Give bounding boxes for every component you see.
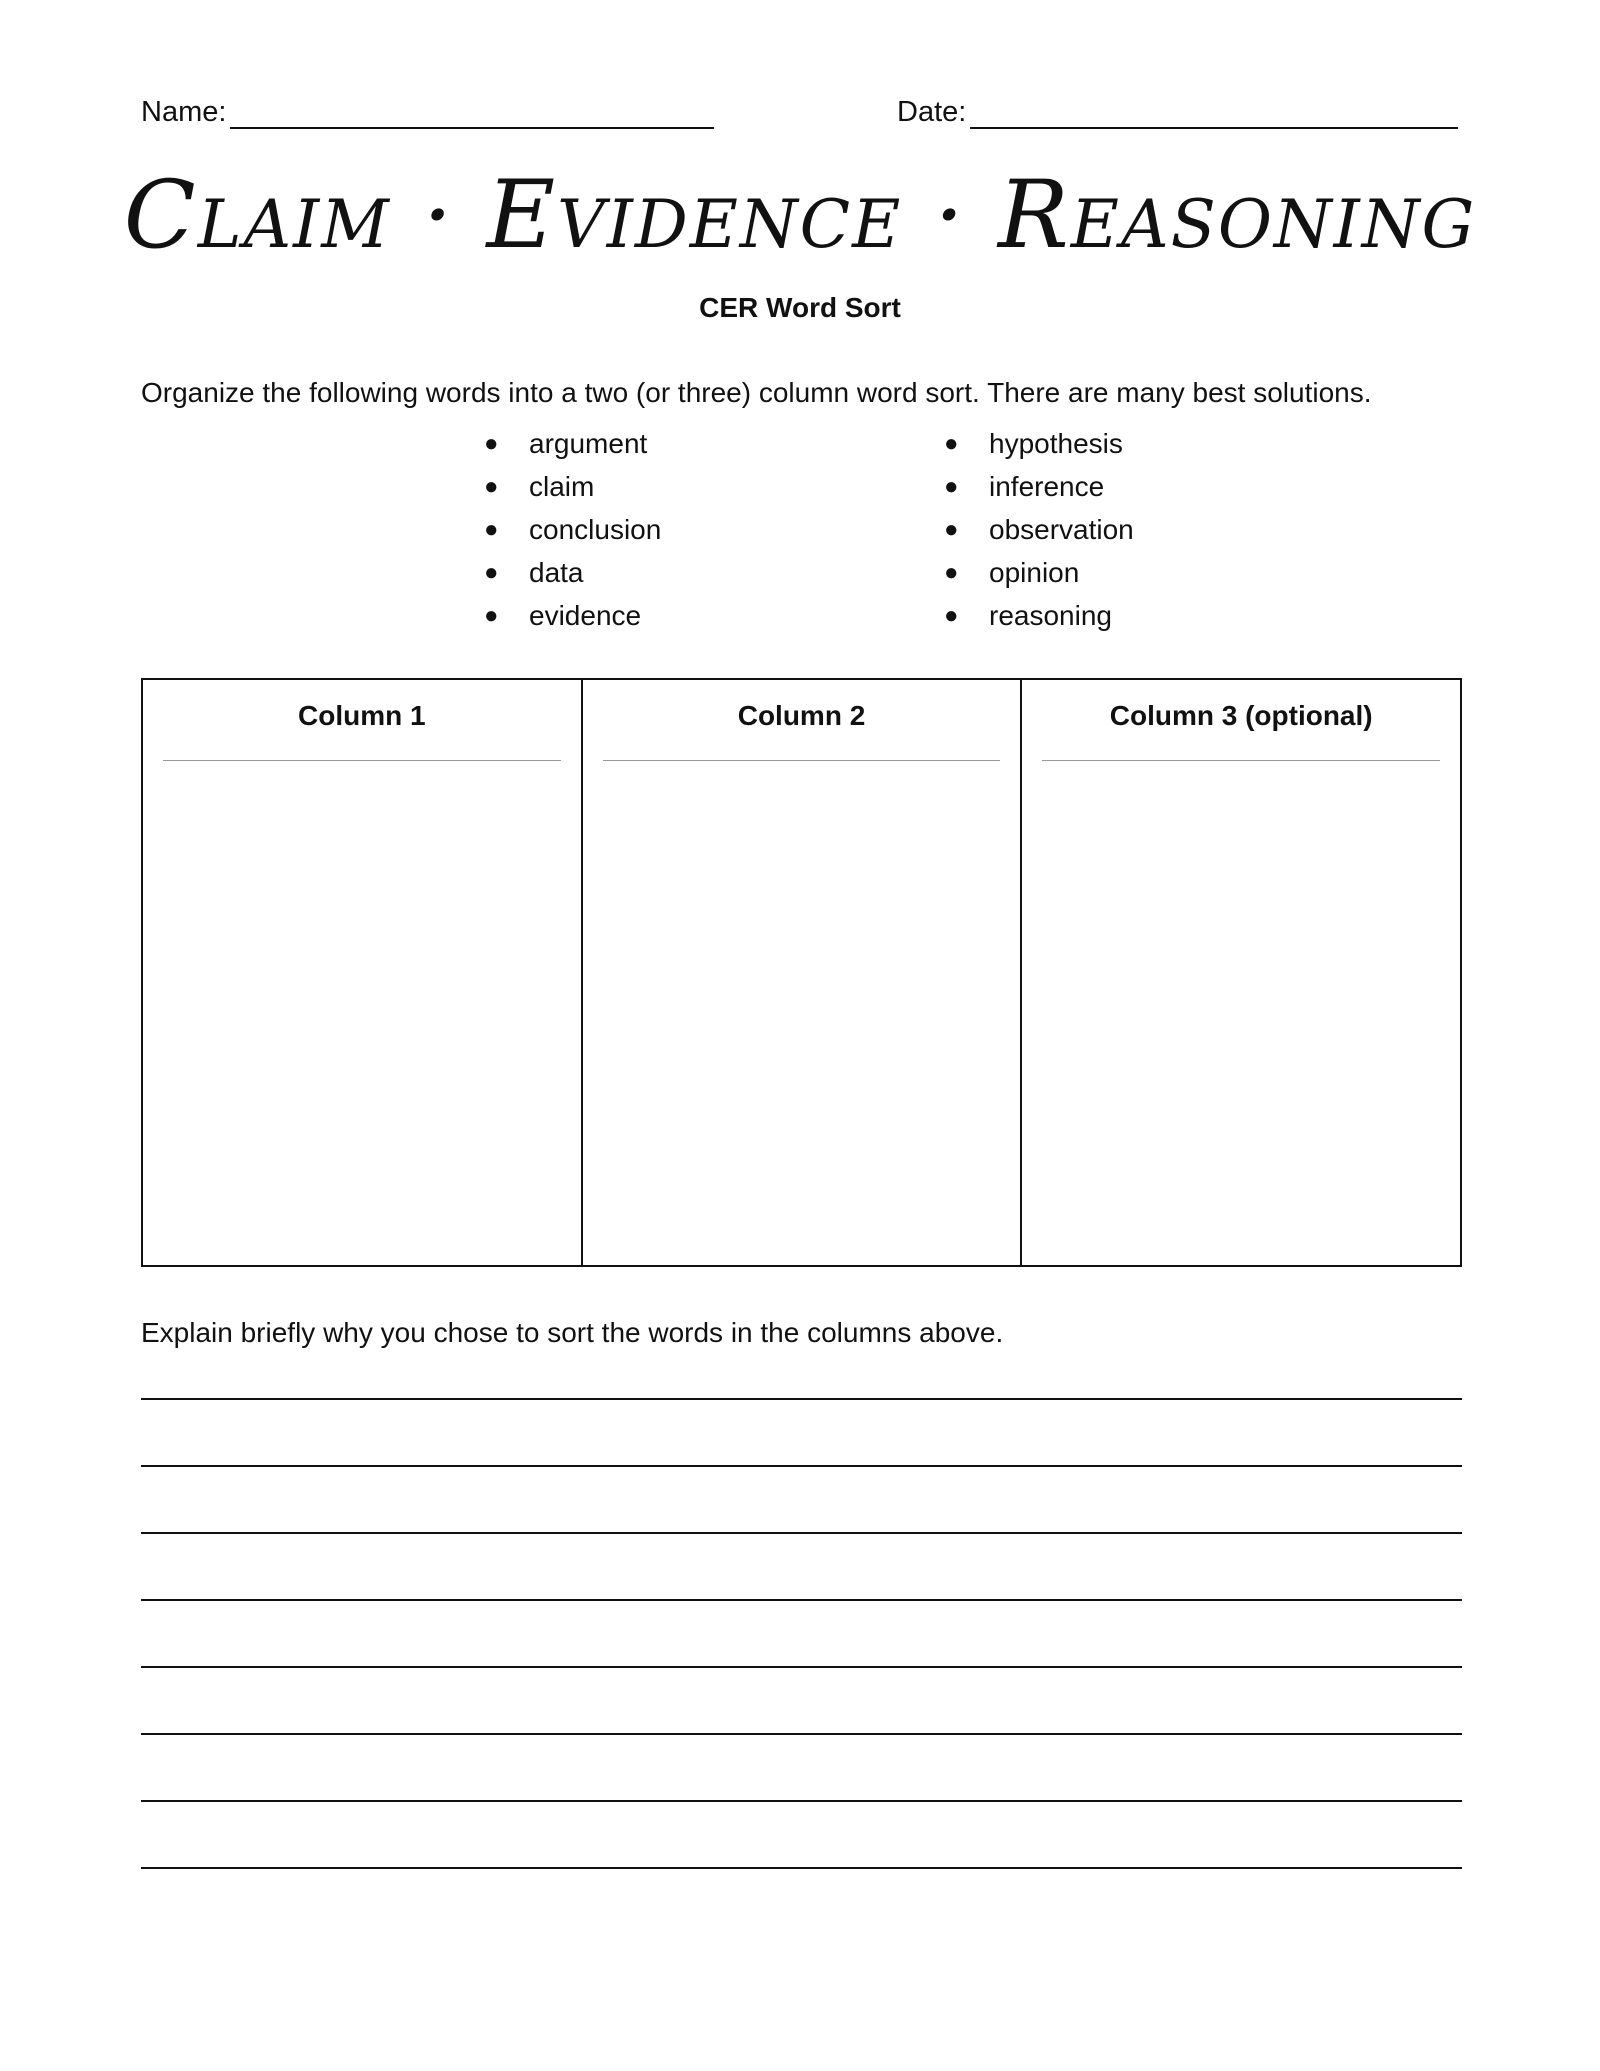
bullet-icon: ● (484, 430, 499, 457)
worksheet-title: Claim · Evidence · Reasoning (123, 161, 1477, 270)
name-field (141, 96, 714, 129)
bullet-icon: ● (944, 602, 959, 629)
list-item (944, 551, 1134, 594)
list-item (484, 594, 661, 637)
word-list-left (484, 422, 661, 637)
bullet-icon: ● (944, 516, 959, 543)
writing-line[interactable] (141, 1733, 1462, 1800)
sort-column-1[interactable] (143, 680, 583, 1265)
list-item (944, 422, 1134, 465)
date-blank-line[interactable] (970, 97, 1458, 129)
column-header: Column 1 (298, 700, 426, 731)
word: data (529, 557, 584, 588)
bullet-icon: ● (484, 516, 499, 543)
column-divider (1042, 760, 1440, 761)
worksheet-subtitle: CER Word Sort (699, 292, 901, 323)
writing-line[interactable] (141, 1532, 1462, 1599)
list-item (484, 422, 661, 465)
writing-line[interactable] (141, 1666, 1462, 1733)
column-header: Column 2 (737, 700, 866, 731)
word: inference (989, 471, 1105, 502)
instructions: Organize the following words into a two (or three) column word sort. There are many best solutions. (141, 377, 1372, 408)
bullet-icon: ● (484, 473, 499, 500)
column-divider (163, 760, 561, 761)
column-divider (603, 760, 1001, 761)
explain-prompt: Explain briefly why you chose to sort the words in the columns above. (141, 1317, 1004, 1348)
bullet-icon: ● (484, 602, 499, 629)
list-item (484, 551, 661, 594)
list-item (944, 594, 1134, 637)
date-field (897, 96, 1458, 129)
list-item (944, 465, 1134, 508)
bullet-icon: ● (944, 430, 959, 457)
word: evidence (529, 600, 642, 631)
word: hypothesis (989, 428, 1123, 459)
writing-line[interactable] (141, 1867, 1462, 1934)
column-header: Column 3 (optional) (1109, 700, 1373, 731)
word-sort-table (141, 678, 1462, 1267)
word: opinion (989, 557, 1080, 588)
writing-line[interactable] (141, 1465, 1462, 1532)
word-list-right (944, 422, 1134, 637)
word: conclusion (529, 514, 662, 545)
word: observation (989, 514, 1134, 545)
name-blank-line[interactable] (230, 97, 714, 129)
writing-lines (141, 1398, 1462, 1934)
writing-line[interactable] (141, 1599, 1462, 1666)
bullet-icon: ● (944, 559, 959, 586)
list-item (944, 508, 1134, 551)
writing-line[interactable] (141, 1800, 1462, 1867)
list-item (484, 465, 661, 508)
writing-line[interactable] (141, 1398, 1462, 1465)
list-item (484, 508, 661, 551)
word: claim (529, 471, 595, 502)
name-label: Name: (141, 96, 227, 128)
bullet-icon: ● (484, 559, 499, 586)
sort-column-2[interactable] (583, 680, 1023, 1265)
sort-column-3[interactable] (1022, 680, 1460, 1265)
word: argument (529, 428, 648, 459)
date-label: Date: (897, 96, 967, 128)
word: reasoning (989, 600, 1112, 631)
bullet-icon: ● (944, 473, 959, 500)
